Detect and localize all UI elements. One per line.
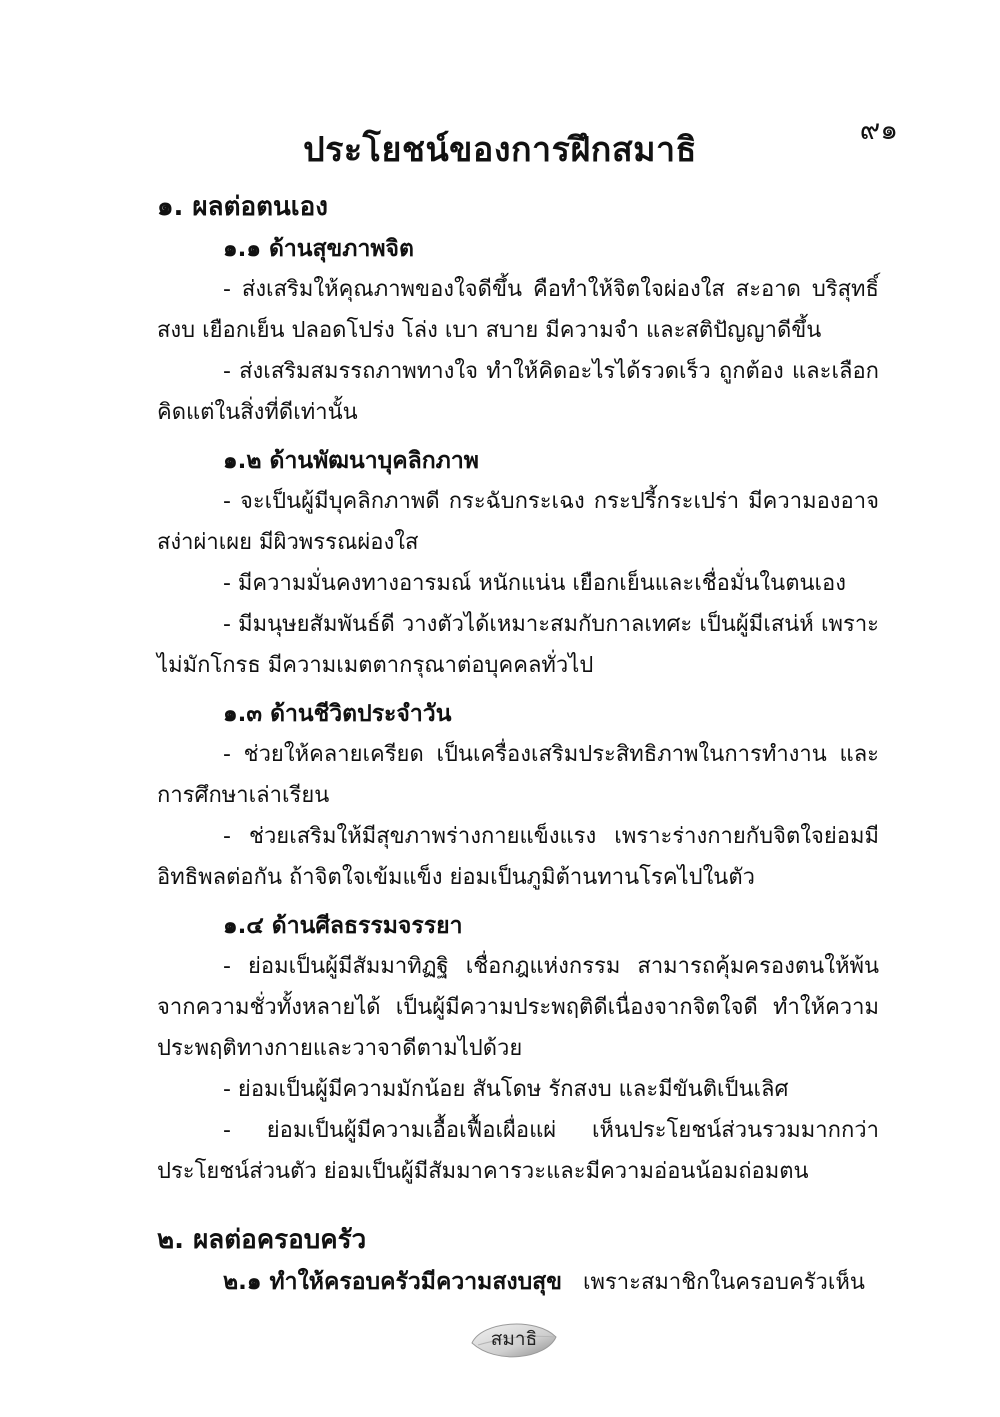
paragraph: - จะเป็นผู้มีบุคลิกภาพดี กระฉับกระเฉง กระปรี้กระเปร่า มีความองอาจสง่าผ่าเผย มีผิวพรรณผ่องใส: [157, 489, 879, 555]
subsection-1-1-heading: ๑.๑ ด้านสุขภาพจิต: [223, 236, 414, 262]
paragraph: - ย่อมเป็นผู้มีสัมมาทิฏฐิ เชื่อกฎแห่งกรรม สามารถคุ้มครองตนให้พ้นจากความชั่วทั้งหลายได้ เป็นผู้มีความประพฤติดีเนื่องจากจิตใจดี ทำให้ความประพฤติทางกายและวาจาดีตามไปด้วย: [157, 954, 879, 1061]
page-number: ๙๑: [859, 113, 898, 146]
paragraph: - ช่วยเสริมให้มีสุขภาพร่างกายแข็งแรง เพราะร่างกายกับจิตใจย่อมมีอิทธิพลต่อกัน ถ้าจิตใจเข้มแข็ง ย่อมเป็นภูมิต้านทานโรคไปในตัว: [157, 824, 879, 890]
paragraph: [157, 1262, 879, 1303]
section-2-heading: ๒. ผลต่อครอบครัว: [157, 1225, 367, 1255]
subsection-1-4-heading: ๑.๔ ด้านศีลธรรมจรรยา: [223, 913, 463, 939]
paragraph: - มีมนุษยสัมพันธ์ดี วางตัวได้เหมาะสมกับกาลเทศะ เป็นผู้มีเสน่ห์ เพราะไม่มักโกรธ มีความเมตตากรุณาต่อบุคคลทั่วไป: [157, 612, 879, 678]
subsection-1-3-heading: ๑.๓ ด้านชีวิตประจำวัน: [223, 701, 452, 727]
section-1-heading: ๑. ผลต่อตนเอง: [157, 192, 328, 222]
subsection-2-1-heading: ๒.๑ ทำให้ครอบครัวมีความสงบสุข: [223, 1269, 562, 1295]
paragraph: - ส่งเสริมสมรรถภาพทางใจ ทำให้คิดอะไรได้รวดเร็ว ถูกต้อง และเลือกคิดแต่ในสิ่งที่ดีเท่านั้น: [157, 359, 879, 425]
page-title: ประโยชน์ของการฝึกสมาธิ: [303, 130, 697, 170]
paragraph: - มีความมั่นคงทางอารมณ์ หนักแน่น เยือกเย็นและเชื่อมั่นในตนเอง: [223, 571, 847, 596]
footer-label: สมาธิ: [490, 1328, 538, 1350]
paragraph-text: เพราะสมาชิกในครอบครัวเห็น: [582, 1270, 865, 1295]
subsection-1-2-heading: ๑.๒ ด้านพัฒนาบุคลิกภาพ: [223, 448, 479, 474]
paragraph: - ช่วยให้คลายเครียด เป็นเครื่องเสริมประสิทธิภาพในการทำงาน และการศึกษาเล่าเรียน: [157, 742, 879, 808]
paragraph: - ย่อมเป็นผู้มีความมักน้อย สันโดษ รักสงบ และมีขันติเป็นเลิศ: [223, 1077, 789, 1102]
document-body: [157, 185, 879, 1303]
paragraph: - ย่อมเป็นผู้มีความเอื้อเฟื้อเผื่อแผ่ เห็นประโยชน์ส่วนรวมมากกว่าประโยชน์ส่วนตัว ย่อมเป็นผู้มีสัมมาคารวะและมีความอ่อนน้อมถ่อมตน: [157, 1118, 879, 1184]
paragraph: - ส่งเสริมให้คุณภาพของใจดีขึ้น คือทำให้จิตใจผ่องใส สะอาด บริสุทธิ์ สงบ เยือกเย็น ปลอดโปร่ง โล่ง เบา สบาย มีความจำ และสติปัญญาดีขึ้น: [157, 277, 879, 343]
